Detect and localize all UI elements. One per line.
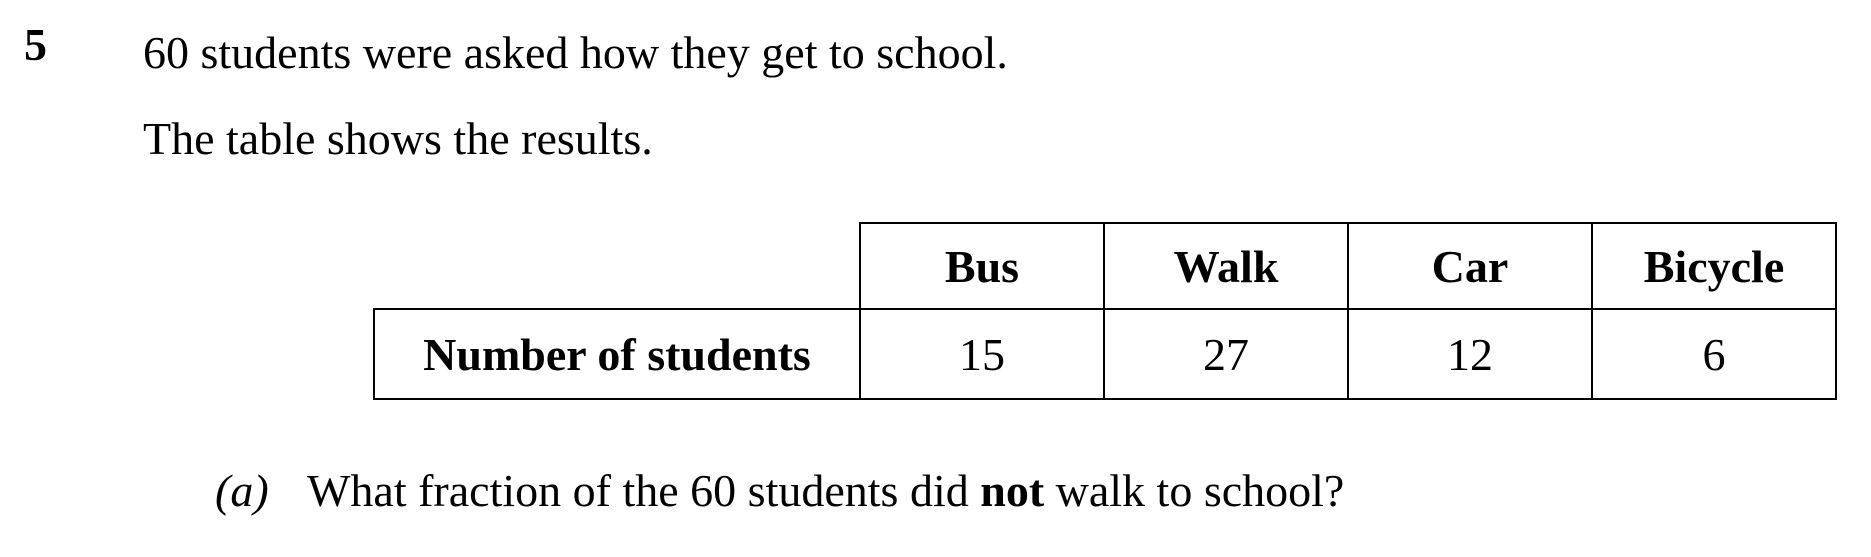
column-header-walk: Walk — [1104, 223, 1348, 309]
results-table — [373, 222, 1837, 400]
question-intro: 60 students were asked how they get to school. — [143, 27, 1008, 78]
table-corner-cell — [374, 223, 860, 309]
part-a-text-after: walk to school? — [1044, 465, 1345, 516]
row-label: Number of students — [374, 309, 860, 399]
table-header-row — [374, 223, 1836, 309]
cell-bus-count: 15 — [860, 309, 1104, 399]
part-a-text-before: What fraction of the 60 students did — [307, 465, 981, 516]
table-row — [374, 309, 1836, 399]
question-number: 5 — [24, 19, 47, 70]
column-header-car: Car — [1348, 223, 1592, 309]
cell-bicycle-count: 6 — [1592, 309, 1836, 399]
cell-walk-count: 27 — [1104, 309, 1348, 399]
cell-car-count: 12 — [1348, 309, 1592, 399]
part-a-question — [215, 465, 1345, 516]
part-a-emphasis: not — [980, 465, 1045, 516]
column-header-bus: Bus — [860, 223, 1104, 309]
part-a-label: (a) — [215, 465, 269, 516]
question-subintro: The table shows the results. — [143, 113, 653, 164]
column-header-bicycle: Bicycle — [1592, 223, 1836, 309]
